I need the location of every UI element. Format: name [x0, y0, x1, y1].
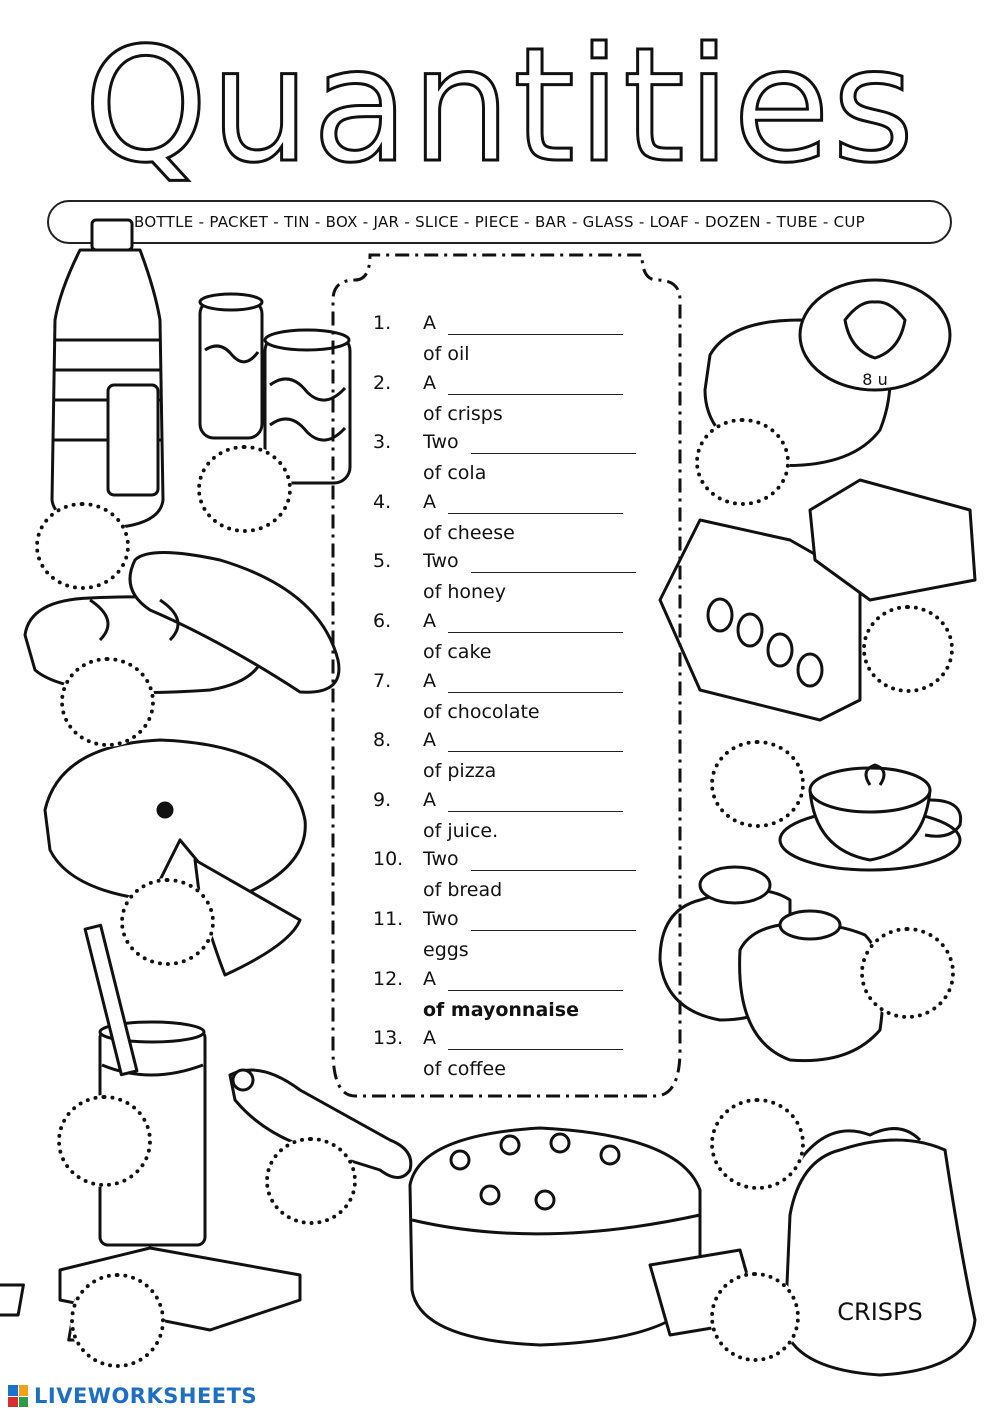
juice-glass-icon	[85, 925, 205, 1245]
answer-blank[interactable]	[448, 751, 623, 752]
svg-text:Quantities: Quantities	[83, 14, 917, 185]
exercise-item-6: 6. A of cake	[373, 610, 663, 670]
exercise-item-8: 8. A of pizza	[373, 729, 663, 789]
exercise-item-4: 4. A of cheese	[373, 491, 663, 551]
cheese-box-label: 8 u	[862, 370, 888, 389]
answer-blank[interactable]	[471, 930, 636, 931]
answer-blank[interactable]	[448, 990, 623, 991]
honey-jars-icon	[660, 867, 883, 1061]
answer-circle-juice[interactable]	[57, 1095, 152, 1187]
crisps-bag-icon	[785, 1129, 975, 1375]
exercise-item-3: 3. Two of cola	[373, 431, 663, 491]
answer-circle-tins[interactable]	[197, 445, 292, 533]
answer-blank[interactable]	[448, 632, 623, 633]
brand-name: LIVEWORKSHEETS	[34, 1384, 258, 1408]
answer-blank[interactable]	[448, 394, 623, 395]
answer-blank[interactable]	[448, 1049, 623, 1050]
answer-blank[interactable]	[448, 334, 623, 335]
oil-bottle-icon	[52, 220, 163, 528]
exercise-item-12: 12. A of mayonnaise	[373, 968, 663, 1028]
coffee-cup-icon	[780, 765, 961, 870]
exercise-item-2: 2. A of crisps	[373, 372, 663, 432]
exercise-item-10: 10. Two of bread	[373, 848, 663, 908]
answer-circle-cheese[interactable]	[695, 418, 790, 506]
answer-circle-honey[interactable]	[860, 927, 955, 1019]
answer-circle-bottle[interactable]	[35, 502, 130, 590]
answer-blank[interactable]	[448, 692, 623, 693]
answer-circle-cake[interactable]	[710, 1098, 805, 1190]
answer-circle-chocolate[interactable]	[70, 1273, 165, 1368]
crisps-bag-label: CRISPS	[837, 1298, 923, 1326]
exercise-item-7: 7. A of chocolate	[373, 670, 663, 730]
answer-blank[interactable]	[471, 453, 636, 454]
answer-circle-mayonnaise[interactable]	[265, 1137, 357, 1225]
liveworksheets-logo-icon	[8, 1385, 28, 1407]
cake-icon	[410, 1128, 760, 1345]
answer-circle-pizza[interactable]	[120, 878, 215, 966]
answer-circle-crisps-bag[interactable]	[710, 1272, 800, 1362]
exercise-item-13: 13. A of coffee	[373, 1027, 663, 1087]
exercise-item-9: 9. A of juice.	[373, 789, 663, 849]
exercise-item-5: 5. Two of honey	[373, 550, 663, 610]
answer-blank[interactable]	[471, 572, 636, 573]
answer-blank[interactable]	[448, 811, 623, 812]
footer-brand[interactable]	[8, 1383, 257, 1409]
exercise-item-1: 1. A of oil	[373, 312, 663, 372]
answer-blank[interactable]	[471, 870, 636, 871]
exercise-item-11: 11. Two eggs	[373, 908, 663, 968]
exercise-list	[373, 312, 663, 1087]
answer-circle-eggs[interactable]	[862, 605, 954, 693]
answer-circle-coffee[interactable]	[710, 740, 805, 828]
word-bank-text: BOTTLE - PACKET - TIN - BOX - JAR - SLICE - PIECE - BAR - GLASS - LOAF - DOZEN - TUBE - CUP	[134, 213, 865, 231]
answer-blank[interactable]	[448, 513, 623, 514]
answer-circle-bread[interactable]	[60, 657, 155, 747]
